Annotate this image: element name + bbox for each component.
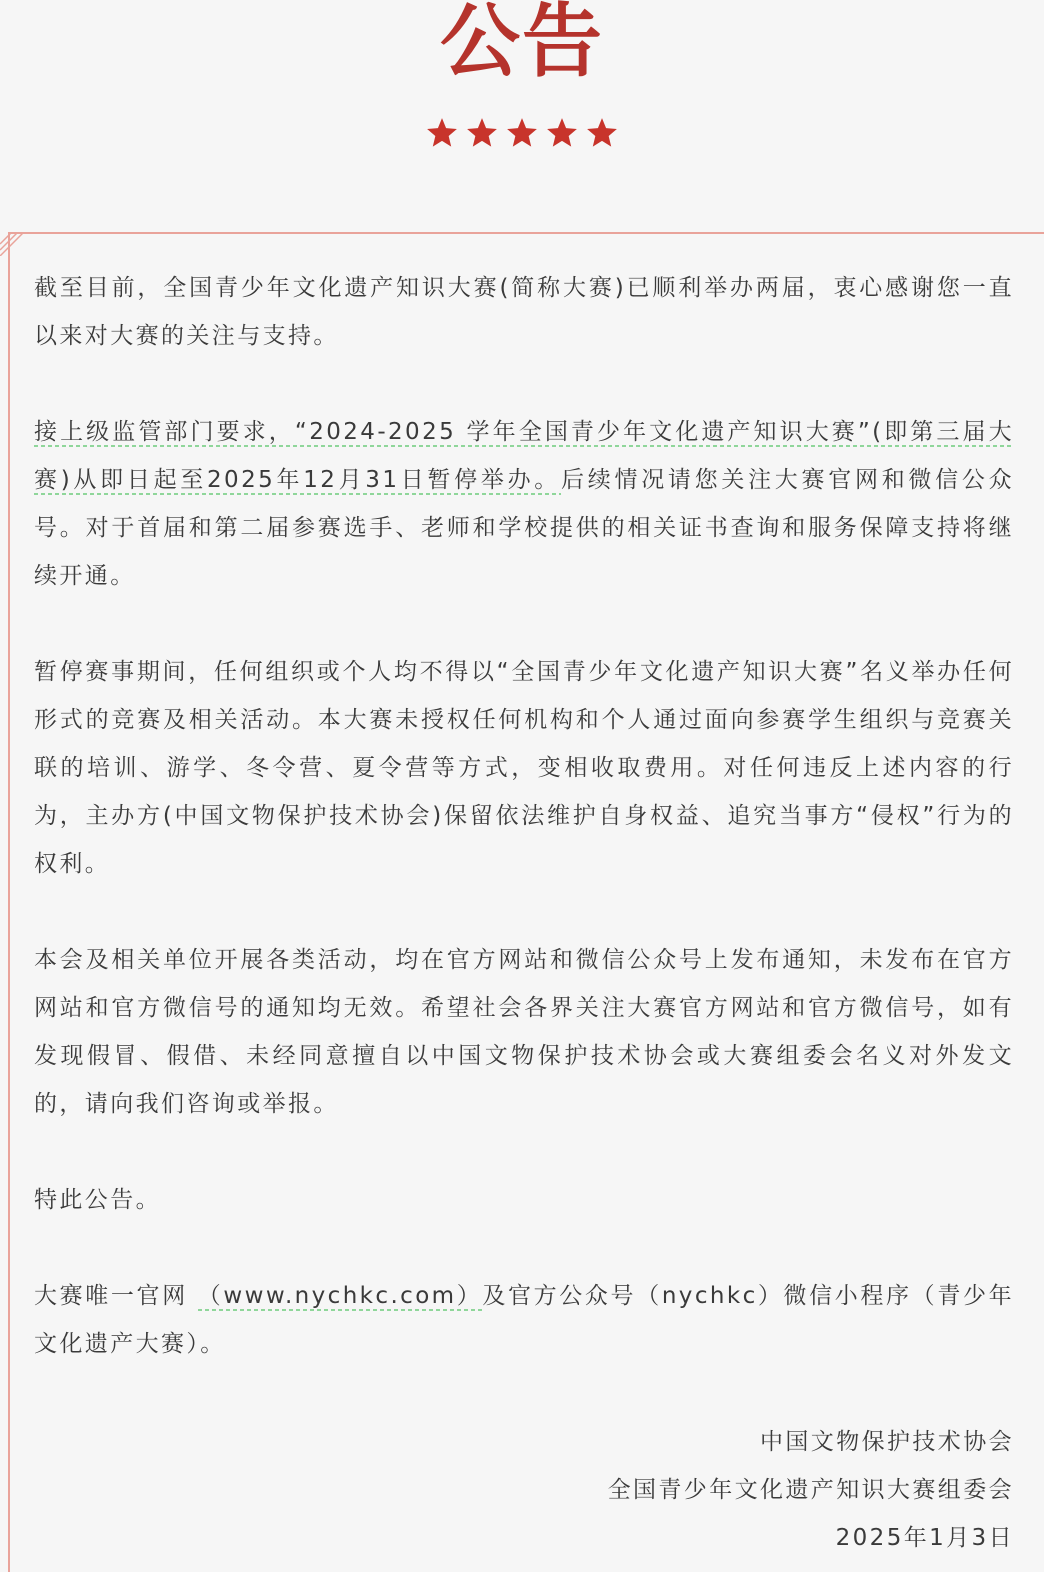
star-icon	[545, 116, 579, 150]
suspension-followup: 后续情况请您关注大赛官网和微信公众号。对于首届和第二届参赛选手、老师和学校提供的相关证书查询和服务保障支持将继续开通。	[34, 467, 1014, 589]
paragraph-suspension	[34, 408, 1014, 600]
paragraph-closing: 特此公告。	[34, 1187, 161, 1213]
signature-org-1: 中国文物保护技术协会	[760, 1429, 1014, 1455]
paragraph-prohibition: 暂停赛事期间，任何组织或个人均不得以“全国青少年文化遗产知识大赛”名义举办任何形式的竞赛及相关活动。本大赛未授权任何机构和个人通过面向参赛学生组织与竞赛关联的培训、游学、冬令营、夏令营等方式，变相收取费用。对任何违反上述内容的行为，主办方(中国文物保护技术协会)保留依法维护自身权益、追究当事方“侵权”行为的权利。	[34, 659, 1014, 877]
frame-corner-hatch	[0, 232, 24, 256]
star-icon	[465, 116, 499, 150]
official-account-text: 及官方公众号（nychkc）微信小程序（青少年文化遗产大赛）。	[34, 1283, 1014, 1357]
paragraph-official-site	[34, 1272, 1014, 1368]
signature-date: 2025年1月3日	[835, 1525, 1014, 1551]
star-icon	[585, 116, 619, 150]
paragraph-official-channels: 本会及相关单位开展各类活动，均在官方网站和微信公众号上发布通知，未发布在官方网站和官方微信号的通知均无效。希望社会各界关注大赛官方网站和官方微信号，如有发现假冒、假借、未经同意擅自以中国文物保护技术协会或大赛组委会名义对外发文的，请向我们咨询或举报。	[34, 947, 1014, 1117]
signature-org-2: 全国青少年文化遗产知识大赛组委会	[607, 1477, 1014, 1503]
official-website-link[interactable]: （www.nychkc.com）	[197, 1283, 483, 1309]
page-title: 公告	[440, 0, 604, 88]
header	[0, 0, 1044, 232]
star-icon	[425, 116, 459, 150]
suspension-highlight: 接上级监管部门要求，“2024-2025 学年全国青少年文化遗产知识大赛”(即第三届大赛)从即日起至2025年12月31日暂停举办。	[34, 419, 1014, 493]
star-row	[0, 116, 1044, 150]
official-site-label: 大赛唯一官网	[34, 1283, 198, 1309]
paragraph-thanks: 截至目前，全国青少年文化遗产知识大赛(简称大赛)已顺利举办两届，衷心感谢您一直以来对大赛的关注与支持。	[34, 275, 1014, 349]
star-icon	[505, 116, 539, 150]
signature-block	[608, 1418, 1014, 1562]
